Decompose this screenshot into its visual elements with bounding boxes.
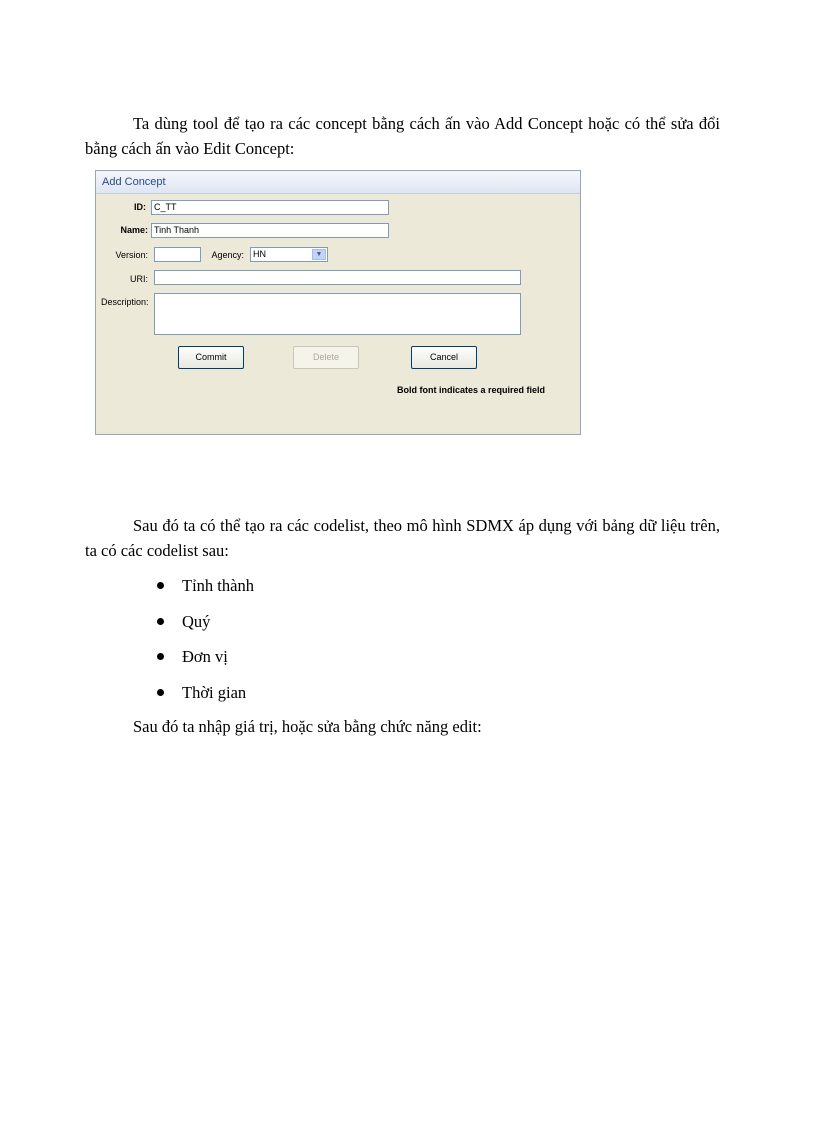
id-input[interactable]: C_TT	[151, 200, 389, 215]
bullet-icon	[157, 618, 164, 625]
codelist-intro-paragraph	[85, 513, 720, 563]
list-item-label: Đơn vị	[182, 647, 228, 666]
list-item-label: Quý	[182, 611, 211, 631]
intro-text: Ta dùng tool để tạo ra các concept bằng cách ấn vào Add Concept hoặc có thể sửa đổi bằng cách ấn vào Edit Concept:	[85, 114, 720, 158]
dialog-title: Add Concept	[96, 171, 580, 194]
description-textarea[interactable]	[154, 293, 521, 335]
list-item	[157, 680, 254, 716]
list-item	[157, 644, 254, 680]
bullet-icon	[157, 582, 164, 589]
delete-button[interactable]: Delete	[293, 346, 359, 369]
bullet-icon	[157, 653, 164, 660]
list-item-label: Thời gian	[182, 682, 247, 702]
required-field-note: Bold font indicates a required field	[397, 385, 546, 395]
version-input[interactable]	[154, 247, 201, 262]
list-item	[157, 573, 254, 609]
name-label: Name:	[120, 225, 148, 235]
description-label: Description:	[101, 297, 149, 307]
list-item	[157, 609, 254, 645]
agency-label: Agency:	[211, 250, 244, 260]
add-concept-dialog	[95, 170, 581, 435]
closing-paragraph: Sau đó ta nhập giá trị, hoặc sửa bằng chức năng edit:	[133, 717, 482, 736]
uri-input[interactable]	[154, 270, 521, 285]
cancel-button[interactable]: Cancel	[411, 346, 477, 369]
commit-button[interactable]: Commit	[178, 346, 244, 369]
intro-paragraph	[85, 111, 720, 161]
list-item-label: Tỉnh thành	[182, 576, 254, 595]
agency-select[interactable]	[250, 247, 328, 262]
name-input[interactable]: Tinh Thanh	[151, 223, 389, 238]
version-label: Version:	[115, 250, 148, 260]
id-label: ID:	[134, 202, 146, 212]
bullet-icon	[157, 689, 164, 696]
agency-value: HN	[253, 249, 266, 259]
chevron-down-icon[interactable]: ▼	[312, 249, 326, 260]
codelist-list	[157, 573, 254, 715]
codelist-intro-text: Sau đó ta có thể tạo ra các codelist, theo mô hình SDMX áp dụng với bảng dữ liệu trên, ta có các codelist sau:	[85, 516, 720, 560]
uri-label: URI:	[130, 274, 148, 284]
